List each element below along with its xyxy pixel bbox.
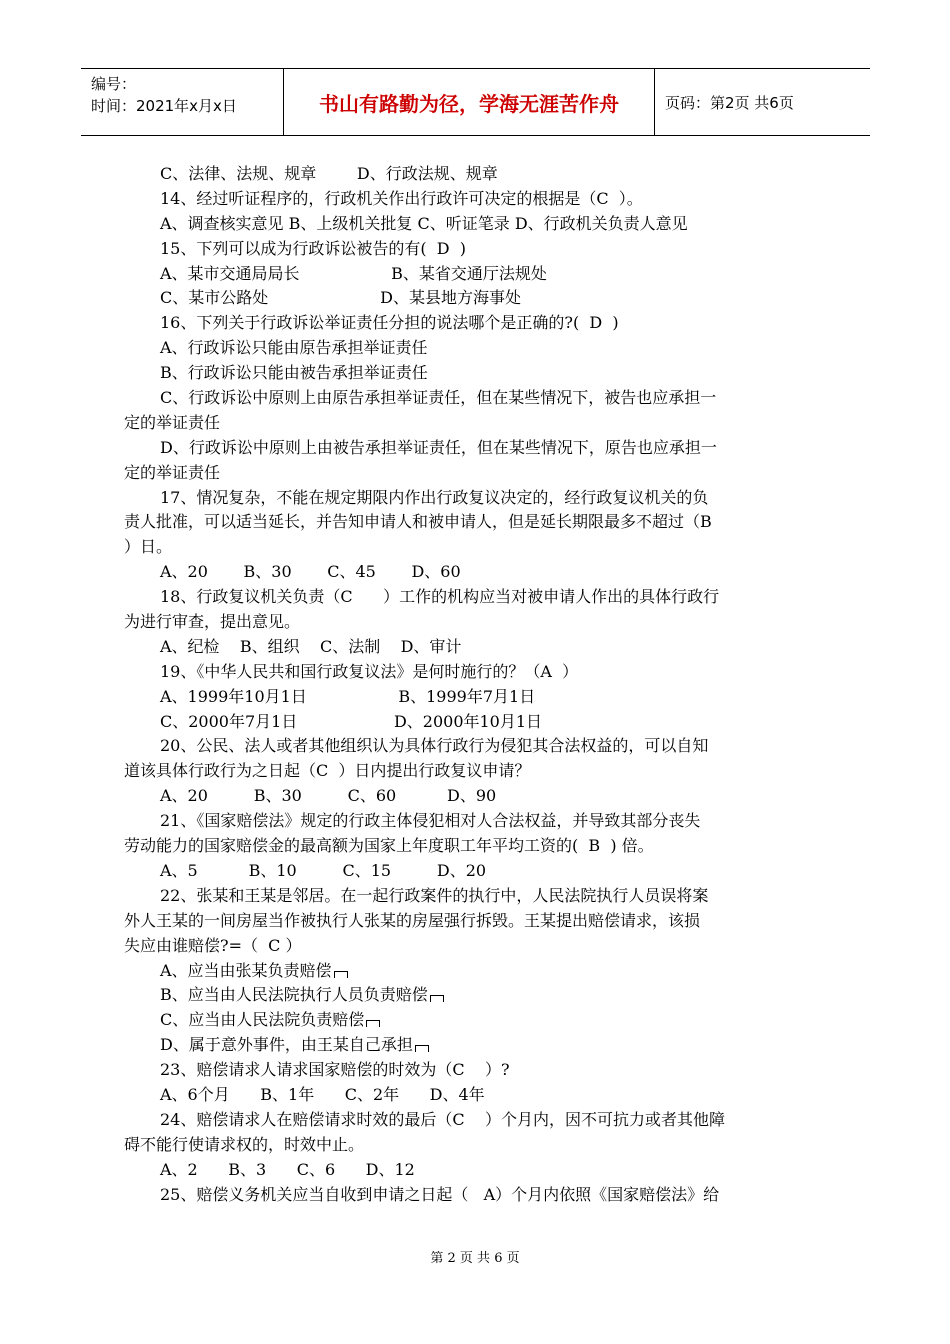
text-line-content: C、法律、法规、规章 D、行政法规、规章 xyxy=(160,164,498,183)
text-line-content: A、某市交通局局长 B、某省交通厅法规处 xyxy=(160,263,547,283)
text-line-content: A、调查核实意见 B、上级机关批复 C、听证笔录 D、行政机关负责人意见 xyxy=(160,213,688,233)
text-line xyxy=(124,411,828,436)
text-line-content: A、纪检 B、组织 C、法制 D、审计 xyxy=(160,636,462,656)
text-line xyxy=(124,162,828,187)
text-line xyxy=(124,262,828,287)
text-line xyxy=(124,535,828,560)
text-line xyxy=(124,187,828,212)
text-line-content: D、行政诉讼中原则上由被告承担举证责任，但在某些情况下，原告也应承担一 xyxy=(160,437,717,457)
text-line xyxy=(124,1108,828,1133)
header-page-info: 页码：第2页 共6页 xyxy=(665,93,794,112)
header-left-cell xyxy=(81,69,283,135)
text-line-content: A、行政诉讼只能由原告承担举证责任 xyxy=(160,338,428,358)
text-line xyxy=(124,934,828,959)
text-line xyxy=(124,909,828,934)
header-motto: 书山有路勤为径，学海无涯苦作舟 xyxy=(319,91,619,116)
header-right-cell xyxy=(655,69,870,135)
text-line-content: C、应当由人民法院负责赔偿 xyxy=(160,1010,365,1030)
text-line xyxy=(124,635,828,660)
page-header xyxy=(81,68,870,136)
text-line-content: 劳动能力的国家赔偿金的最高额为国家上年度职工年平均工资的( B ) 倍。 xyxy=(124,836,654,856)
text-line-content: A、1999年10月1日 B、1999年7月1日 xyxy=(160,686,536,706)
text-line-content: 15、下列可以成为行政诉讼被告的有( D ) xyxy=(160,238,467,258)
page-footer: 第 2 页 共 6 页 xyxy=(430,1251,520,1266)
text-line-content: ）日。 xyxy=(124,537,173,557)
text-line xyxy=(124,1008,828,1033)
text-line xyxy=(124,710,828,735)
text-line-content: 22、张某和王某是邻居。在一起行政案件的执行中，人民法院执行人员误将案 xyxy=(160,885,709,905)
text-line xyxy=(124,759,828,784)
bracket-mark-icon xyxy=(334,971,348,978)
text-line xyxy=(124,286,828,311)
text-line-content: 道该具体行政行为之日起（C ）日内提出行政复议申请？ xyxy=(124,761,531,781)
text-line-content: 18、行政复议机关负责（C ）工作的机构应当对被申请人作出的具体行政行 xyxy=(160,587,720,607)
text-line xyxy=(124,1158,828,1183)
bracket-mark-icon xyxy=(415,1045,429,1052)
text-line-content: B、行政诉讼只能由被告承担举证责任 xyxy=(160,363,428,383)
text-line xyxy=(124,510,828,535)
text-line xyxy=(124,983,828,1008)
text-line-content: B、应当由人民法院执行人员负责赔偿 xyxy=(160,985,428,1005)
text-line xyxy=(124,834,828,859)
text-line-content: A、20 B、30 C、60 D、90 xyxy=(160,786,497,806)
text-line-content: D、属于意外事件，由王某自己承担 xyxy=(160,1035,413,1055)
text-line xyxy=(124,386,828,411)
text-line xyxy=(124,809,828,834)
text-line-content: 为进行审查，提出意见。 xyxy=(124,612,301,632)
text-line xyxy=(124,461,828,486)
text-line-content: 16、下列关于行政诉讼举证责任分担的说法哪个是正确的?( D ) xyxy=(160,313,619,333)
text-line xyxy=(124,859,828,884)
text-line xyxy=(124,212,828,237)
text-line-content: 21、《国家赔偿法》规定的行政主体侵犯相对人合法权益，并导致其部分丧失 xyxy=(160,811,701,831)
text-line-content: 24、赔偿请求人在赔偿请求时效的最后（C ）个月内，因不可抗力或者其他障 xyxy=(160,1109,725,1129)
text-line xyxy=(124,959,828,984)
text-line-content: C、行政诉讼中原则上由原告承担举证责任，但在某些情况下，被告也应承担一 xyxy=(160,388,717,408)
text-line-content: 25、赔偿义务机关应当自收到申请之日起（ A）个月内依照《国家赔偿法》给 xyxy=(160,1184,720,1204)
text-line-content: 17、情况复杂，不能在规定期限内作出行政复议决定的，经行政复议机关的负 xyxy=(160,487,709,507)
text-line xyxy=(124,1033,828,1058)
text-line-content: A、6个月 B、1年 C、2年 D、4年 xyxy=(160,1084,485,1104)
text-line xyxy=(124,1058,828,1083)
text-line xyxy=(124,784,828,809)
text-line-content: 20、公民、法人或者其他组织认为具体行政行为侵犯其合法权益的，可以自知 xyxy=(160,736,709,756)
text-line xyxy=(124,237,828,262)
text-line xyxy=(124,660,828,685)
text-line xyxy=(124,884,828,909)
text-line-content: 定的举证责任 xyxy=(124,462,221,482)
doc-code-label: 编号： xyxy=(91,75,137,93)
text-line xyxy=(124,1083,828,1108)
text-line-content: C、某市公路处 D、某县地方海事处 xyxy=(160,288,521,308)
text-line xyxy=(124,610,828,635)
bracket-mark-icon xyxy=(430,995,444,1002)
text-line-content: 定的举证责任 xyxy=(124,412,221,432)
text-line-content: A、5 B、10 C、15 D、20 xyxy=(160,860,487,880)
text-line-content: A、2 B、3 C、6 D、12 xyxy=(160,1159,415,1179)
text-line-content: 外人王某的一间房屋当作被执行人张某的房屋强行拆毁。王某提出赔偿请求，该损 xyxy=(124,910,701,930)
text-line xyxy=(124,436,828,461)
text-line-content: 碍不能行使请求权的，时效中止。 xyxy=(124,1134,365,1154)
bracket-mark-icon xyxy=(366,1020,380,1027)
text-line xyxy=(124,486,828,511)
text-line-content: C、2000年7月1日 D、2000年10月1日 xyxy=(160,711,543,731)
doc-time-label: 时间：2021年x月x日 xyxy=(91,97,237,115)
text-line xyxy=(124,361,828,386)
text-line xyxy=(124,311,828,336)
text-line xyxy=(124,560,828,585)
document-body xyxy=(124,162,828,1207)
text-line-content: 19、《中华人民共和国行政复议法》是何时施行的？（A ） xyxy=(160,661,579,681)
text-line-content: 责人批准，可以适当延长，并告知申请人和被申请人，但是延长期限最多不超过（B xyxy=(124,512,712,532)
text-line-content: A、20 B、30 C、45 D、60 xyxy=(160,562,461,582)
text-line xyxy=(124,1183,828,1208)
text-line xyxy=(124,336,828,361)
text-line-content: 23、赔偿请求人请求国家赔偿的时效为（C ）? xyxy=(160,1060,510,1080)
text-line xyxy=(124,585,828,610)
text-line-content: 14、经过听证程序的，行政机关作出行政许可决定的根据是（C ）。 xyxy=(160,188,643,208)
text-line xyxy=(124,734,828,759)
text-line-content: A、应当由张某负责赔偿 xyxy=(160,960,332,980)
header-motto-cell xyxy=(283,69,655,135)
text-line-content: 失应由谁赔偿?=（ C ） xyxy=(124,935,302,955)
text-line xyxy=(124,1133,828,1158)
text-line xyxy=(124,685,828,710)
